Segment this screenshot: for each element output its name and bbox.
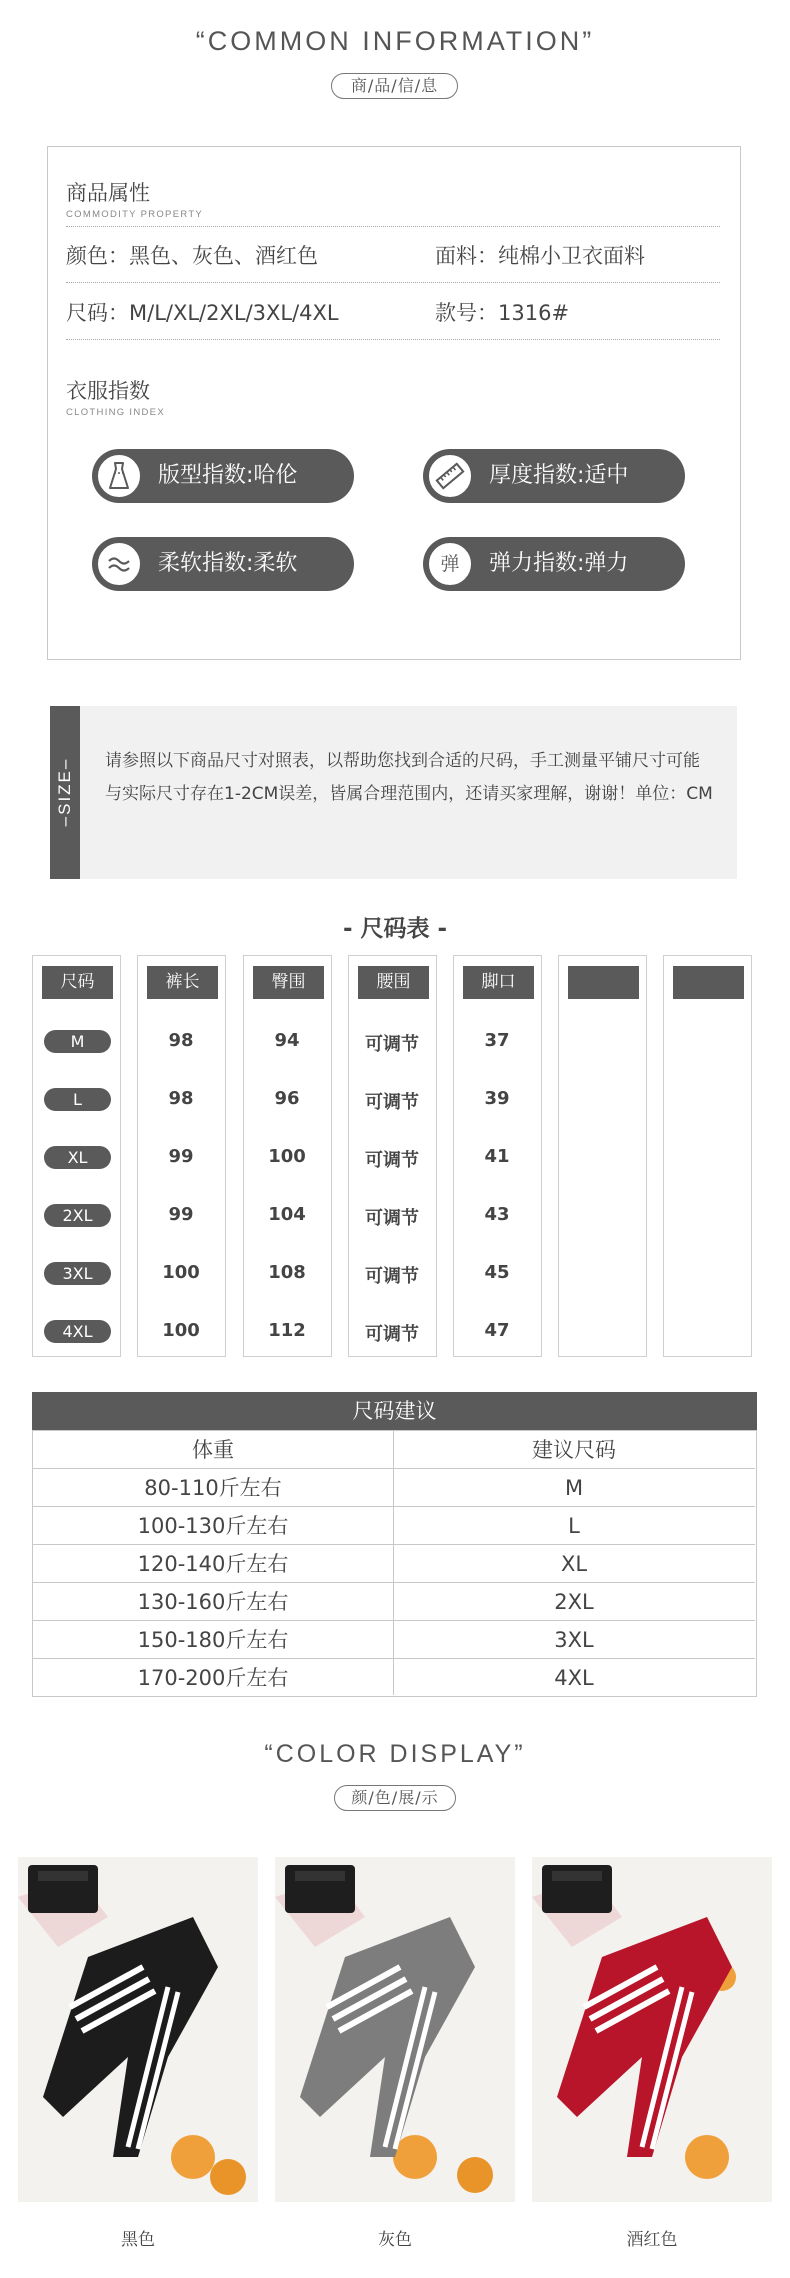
table-row — [33, 1621, 755, 1659]
column-header: 脚口 — [463, 966, 534, 999]
table-cell: 100 — [162, 1320, 200, 1341]
color-caption: 酒红色 — [626, 2230, 678, 2250]
elastic-glyph: 弹 — [440, 553, 460, 575]
table-cell: 100 — [268, 1146, 306, 1167]
table-cell: 37 — [484, 1030, 510, 1051]
index-pill-label: 弹力指数:弹力 — [489, 551, 629, 576]
size-chart-col-waist — [348, 955, 437, 1357]
size-note-side-label: –SIZE– — [55, 757, 74, 827]
table-cell: 可调节 — [365, 1092, 419, 1113]
size-pill: 4XL — [44, 1320, 111, 1343]
column-header: 臀围 — [253, 966, 324, 999]
table-cell: 94 — [274, 1030, 300, 1051]
table-cell: 可调节 — [365, 1208, 419, 1229]
table-cell: M — [564, 1476, 584, 1500]
column-header: 尺码 — [42, 966, 113, 999]
size-chart-col-empty — [663, 955, 752, 1357]
table-cell: 43 — [484, 1204, 510, 1225]
table-cell: 可调节 — [365, 1150, 419, 1171]
ruler-icon — [426, 452, 474, 500]
table-cell: 170-200斤左右 — [137, 1666, 289, 1690]
column-header: 体重 — [192, 1438, 234, 1462]
attr-style-no: 款号：1316# — [435, 301, 570, 325]
table-cell: 2XL — [554, 1590, 594, 1614]
size-chart-col-length — [137, 955, 226, 1357]
index-pill-label: 柔软指数:柔软 — [158, 551, 298, 576]
color-display-title: “COLOR DISPLAY” — [264, 1740, 526, 1768]
size-pill: 2XL — [44, 1204, 111, 1227]
divider — [66, 226, 720, 227]
divider — [66, 282, 720, 283]
product-photo-grey — [275, 1857, 515, 2202]
index-pill-elasticity — [423, 537, 685, 591]
table-cell: 100 — [162, 1262, 200, 1283]
table-cell: 3XL — [554, 1628, 594, 1652]
column-header — [568, 966, 639, 999]
table-cell: L — [568, 1514, 580, 1538]
info-box — [47, 146, 741, 660]
size-chart-col-hip — [243, 955, 332, 1357]
index-pill-thickness — [423, 449, 685, 503]
common-info-subtitle: 商/品/信/息 — [331, 73, 458, 99]
table-cell: 150-180斤左右 — [137, 1628, 289, 1652]
table-cell: 4XL — [554, 1666, 594, 1690]
table-row — [33, 1545, 755, 1583]
table-cell: 98 — [168, 1030, 194, 1051]
table-cell: 41 — [484, 1146, 510, 1167]
attributes-title-en: COMMODITY PROPERTY — [66, 209, 204, 220]
table-cell: 45 — [484, 1262, 510, 1283]
table-cell: 可调节 — [365, 1034, 419, 1055]
table-cell: 99 — [168, 1204, 194, 1225]
table-cell: 可调节 — [365, 1266, 419, 1287]
attr-color: 颜色：黑色、灰色、酒红色 — [66, 244, 318, 268]
attributes-title: 商品属性 — [66, 181, 150, 205]
table-header-row — [33, 1431, 755, 1469]
size-pill: L — [44, 1088, 111, 1111]
size-note-bar — [50, 706, 80, 879]
attr-size: 尺码：M/L/XL/2XL/3XL/4XL — [66, 301, 339, 325]
table-cell: 可调节 — [365, 1324, 419, 1345]
table-cell: 98 — [168, 1088, 194, 1109]
table-cell: 112 — [268, 1320, 306, 1341]
index-pill-label: 厚度指数:适中 — [489, 463, 629, 488]
table-cell: 39 — [484, 1088, 510, 1109]
size-pill: 3XL — [44, 1262, 111, 1285]
pants-illustration — [18, 1857, 258, 2202]
color-caption: 灰色 — [378, 2230, 412, 2250]
table-cell: 47 — [484, 1320, 510, 1341]
table-cell: 100-130斤左右 — [137, 1514, 289, 1538]
column-header — [673, 966, 744, 999]
index-pill-softness — [92, 537, 354, 591]
table-row — [33, 1469, 755, 1507]
product-photo-black — [18, 1857, 258, 2202]
wave-icon — [95, 540, 143, 588]
table-cell: 80-110斤左右 — [144, 1476, 282, 1500]
pants-illustration — [532, 1857, 772, 2202]
column-header: 腰围 — [358, 966, 429, 999]
column-header: 裤长 — [147, 966, 218, 999]
size-note — [50, 706, 737, 879]
size-note-text: 请参照以下商品尺寸对照表，以帮助您找到合适的尺码，手工测量平铺尺寸可能与实际尺寸存在1-2CM误差，皆属合理范围内，还请买家理解，谢谢！单位：CM — [105, 751, 713, 804]
size-chart-col-hem — [453, 955, 542, 1357]
common-info-title: “COMMON INFORMATION” — [195, 26, 595, 56]
size-chart-col-size — [32, 955, 121, 1357]
dress-icon — [95, 452, 143, 500]
table-cell: 96 — [274, 1088, 300, 1109]
table-row — [33, 1659, 755, 1697]
clothing-index-title-en: CLOTHING INDEX — [66, 407, 165, 418]
attr-fabric: 面料：纯棉小卫衣面料 — [435, 244, 645, 268]
clothing-index-title: 衣服指数 — [66, 379, 150, 403]
divider — [66, 339, 720, 340]
table-row — [33, 1507, 755, 1545]
size-pill: XL — [44, 1146, 111, 1169]
color-display-subtitle: 颜/色/展/示 — [334, 1785, 456, 1811]
color-caption: 黑色 — [121, 2230, 155, 2250]
index-pill-fit — [92, 449, 354, 503]
table-cell: 104 — [268, 1204, 306, 1225]
size-chart-col-empty — [558, 955, 647, 1357]
product-photo-wine-red — [532, 1857, 772, 2202]
size-chart-title: - 尺码表 - — [342, 916, 448, 942]
elastic-icon — [426, 540, 474, 588]
size-advice-title: 尺码建议 — [32, 1392, 757, 1430]
column-header: 建议尺码 — [532, 1438, 616, 1462]
table-cell: XL — [560, 1552, 588, 1576]
index-pill-label: 版型指数:哈伦 — [158, 463, 298, 488]
size-pill: M — [44, 1030, 111, 1053]
table-cell: 99 — [168, 1146, 194, 1167]
table-cell: 130-160斤左右 — [137, 1590, 289, 1614]
pants-illustration — [275, 1857, 515, 2202]
table-row — [33, 1583, 755, 1621]
table-cell: 108 — [268, 1262, 306, 1283]
size-advice-table — [32, 1430, 757, 1697]
table-cell: 120-140斤左右 — [137, 1552, 289, 1576]
